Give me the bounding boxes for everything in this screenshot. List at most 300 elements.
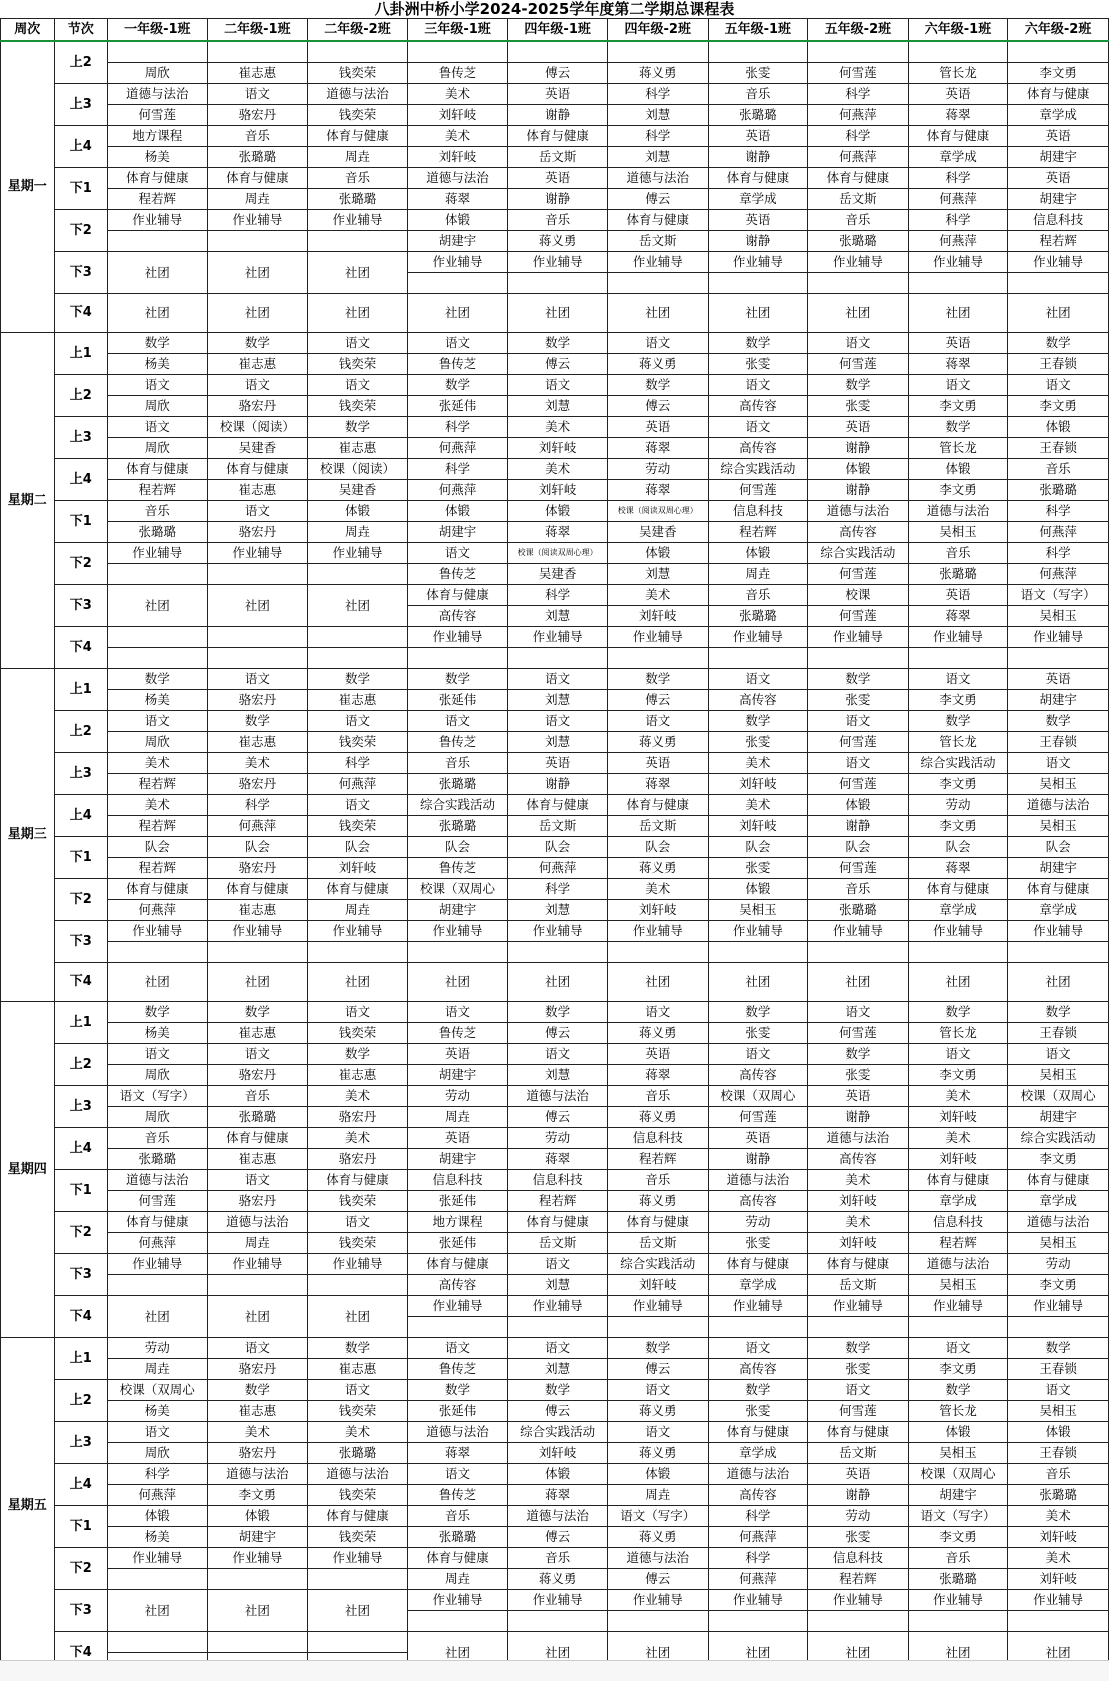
subject-cell[interactable]: 作业辅导: [207, 1254, 308, 1275]
period-label[interactable]: 下4: [54, 294, 108, 333]
teacher-cell[interactable]: 胡建宇: [207, 1527, 308, 1548]
teacher-cell[interactable]: 周欣: [108, 1443, 208, 1464]
subject-cell[interactable]: 语文: [508, 1338, 608, 1359]
teacher-cell[interactable]: 王春锁: [1008, 1023, 1109, 1044]
teacher-cell[interactable]: 吴相玉: [1008, 1065, 1109, 1086]
teacher-cell[interactable]: 管长龙: [908, 732, 1008, 753]
teacher-cell[interactable]: [908, 1611, 1008, 1632]
day-label[interactable]: 星期五: [1, 1338, 55, 1674]
subject-cell[interactable]: 语文: [308, 1212, 408, 1233]
teacher-cell[interactable]: 崔志惠: [308, 690, 408, 711]
subject-cell[interactable]: 体锻: [708, 879, 808, 900]
teacher-cell[interactable]: 钱奕荣: [308, 1527, 408, 1548]
subject-cell[interactable]: 综合实践活动: [708, 459, 808, 480]
teacher-cell[interactable]: 傅云: [607, 1359, 708, 1380]
subject-cell[interactable]: [108, 41, 208, 63]
teacher-cell[interactable]: 李文勇: [908, 690, 1008, 711]
subject-cell[interactable]: 数学: [207, 1002, 308, 1023]
teacher-cell[interactable]: 张雯: [808, 396, 909, 417]
subject-cell[interactable]: 劳动: [407, 1086, 508, 1107]
subject-cell[interactable]: 劳动: [908, 795, 1008, 816]
subject-cell[interactable]: 作业辅导: [1008, 1590, 1109, 1611]
subject-cell[interactable]: 英语: [908, 84, 1008, 105]
teacher-cell[interactable]: 傅云: [607, 396, 708, 417]
subject-cell[interactable]: 科学: [1008, 543, 1109, 564]
teacher-cell[interactable]: 吴相玉: [908, 1275, 1008, 1296]
subject-cell[interactable]: 数学: [508, 1380, 608, 1401]
subject-cell[interactable]: 信息科技: [607, 1128, 708, 1149]
teacher-cell[interactable]: 张璐璐: [108, 522, 208, 543]
header-cell[interactable]: 四年级-1班: [508, 19, 608, 42]
subject-cell[interactable]: 英语: [808, 417, 909, 438]
teacher-cell[interactable]: 鲁传芝: [407, 564, 508, 585]
teacher-cell[interactable]: 张璐璐: [207, 147, 308, 168]
teacher-cell[interactable]: 崔志惠: [207, 1401, 308, 1422]
subject-cell[interactable]: 数学: [1008, 333, 1109, 354]
subject-cell[interactable]: 作业辅导: [108, 921, 208, 942]
teacher-cell[interactable]: 胡建宇: [1008, 858, 1109, 879]
teacher-cell[interactable]: 章学成: [908, 1191, 1008, 1212]
period-label[interactable]: 下4: [54, 627, 108, 669]
subject-cell[interactable]: 作业辅导: [407, 252, 508, 273]
day-label[interactable]: 星期一: [1, 41, 55, 333]
club-cell[interactable]: 社团: [407, 963, 508, 1002]
subject-cell[interactable]: 数学: [607, 375, 708, 396]
teacher-cell[interactable]: 高传容: [808, 1149, 909, 1170]
subject-cell[interactable]: 道德与法治: [708, 1464, 808, 1485]
period-label[interactable]: 下3: [54, 921, 108, 963]
subject-cell[interactable]: 作业辅导: [708, 1590, 808, 1611]
subject-cell[interactable]: 地方课程: [407, 1212, 508, 1233]
club-cell[interactable]: 社团: [207, 252, 308, 294]
subject-cell[interactable]: 语文: [708, 417, 808, 438]
subject-cell[interactable]: 美术: [607, 585, 708, 606]
subject-cell[interactable]: 音乐: [708, 585, 808, 606]
teacher-cell[interactable]: 何燕萍: [1008, 522, 1109, 543]
subject-cell[interactable]: 体育与健康: [207, 1128, 308, 1149]
club-cell[interactable]: 社团: [607, 294, 708, 333]
subject-cell[interactable]: 校课（阅读）: [308, 459, 408, 480]
subject-cell[interactable]: 体锻: [207, 1506, 308, 1527]
teacher-cell[interactable]: 程若辉: [508, 1191, 608, 1212]
subject-cell[interactable]: 劳动: [1008, 1254, 1109, 1275]
teacher-cell[interactable]: 蒋义勇: [508, 1569, 608, 1590]
subject-cell[interactable]: 语文: [207, 84, 308, 105]
subject-cell[interactable]: 作业辅导: [808, 1590, 909, 1611]
teacher-cell[interactable]: 何燕萍: [308, 774, 408, 795]
subject-cell[interactable]: 校课（双周心: [1008, 1086, 1109, 1107]
teacher-cell[interactable]: 高传容: [407, 606, 508, 627]
teacher-cell[interactable]: 刘轩岐: [708, 774, 808, 795]
subject-cell[interactable]: 英语: [1008, 669, 1109, 690]
teacher-cell[interactable]: [308, 564, 408, 585]
subject-cell[interactable]: 音乐: [808, 210, 909, 231]
teacher-cell[interactable]: 何雪莲: [808, 354, 909, 375]
teacher-cell[interactable]: [808, 273, 909, 294]
subject-cell[interactable]: 语文: [508, 375, 608, 396]
subject-cell[interactable]: 作业辅导: [108, 210, 208, 231]
period-label[interactable]: 上1: [54, 1002, 108, 1044]
subject-cell[interactable]: 英语: [508, 168, 608, 189]
club-cell[interactable]: 社团: [207, 585, 308, 627]
teacher-cell[interactable]: 程若辉: [108, 774, 208, 795]
period-label[interactable]: 上2: [54, 711, 108, 753]
teacher-cell[interactable]: 钱奕荣: [308, 1023, 408, 1044]
subject-cell[interactable]: 队会: [607, 837, 708, 858]
subject-cell[interactable]: 作业辅导: [607, 252, 708, 273]
club-cell[interactable]: 社团: [607, 963, 708, 1002]
teacher-cell[interactable]: 吴相玉: [1008, 1233, 1109, 1254]
teacher-cell[interactable]: 蒋义勇: [607, 1443, 708, 1464]
teacher-cell[interactable]: 程若辉: [108, 858, 208, 879]
teacher-cell[interactable]: [508, 1317, 608, 1338]
teacher-cell[interactable]: 胡建宇: [1008, 690, 1109, 711]
teacher-cell[interactable]: [708, 273, 808, 294]
subject-cell[interactable]: 语文: [108, 711, 208, 732]
teacher-cell[interactable]: 岳文斯: [508, 816, 608, 837]
subject-cell[interactable]: 科学: [808, 126, 909, 147]
subject-cell[interactable]: 语文: [207, 375, 308, 396]
subject-cell[interactable]: 英语: [908, 333, 1008, 354]
teacher-cell[interactable]: 何燕萍: [108, 1233, 208, 1254]
teacher-cell[interactable]: 刘慧: [508, 606, 608, 627]
teacher-cell[interactable]: 谢静: [508, 189, 608, 210]
teacher-cell[interactable]: 张雯: [808, 1065, 909, 1086]
teacher-cell[interactable]: 傅云: [508, 1527, 608, 1548]
subject-cell[interactable]: 英语: [508, 84, 608, 105]
teacher-cell[interactable]: [908, 1317, 1008, 1338]
subject-cell[interactable]: 信息科技: [808, 1548, 909, 1569]
header-cell[interactable]: 四年级-2班: [607, 19, 708, 42]
teacher-cell[interactable]: [607, 648, 708, 669]
subject-cell[interactable]: [108, 1632, 208, 1653]
subject-cell[interactable]: 体育与健康: [108, 879, 208, 900]
period-label[interactable]: 下2: [54, 1548, 108, 1590]
teacher-cell[interactable]: 岳文斯: [508, 147, 608, 168]
teacher-cell[interactable]: 吴建香: [508, 564, 608, 585]
teacher-cell[interactable]: 程若辉: [108, 189, 208, 210]
club-cell[interactable]: 社团: [308, 585, 408, 627]
subject-cell[interactable]: 作业辅导: [607, 627, 708, 648]
teacher-cell[interactable]: 李文勇: [908, 774, 1008, 795]
teacher-cell[interactable]: 张雯: [708, 858, 808, 879]
teacher-cell[interactable]: 何燕萍: [108, 900, 208, 921]
subject-cell[interactable]: 作业辅导: [1008, 627, 1109, 648]
teacher-cell[interactable]: 张璐璐: [407, 774, 508, 795]
teacher-cell[interactable]: 何雪莲: [708, 480, 808, 501]
subject-cell[interactable]: 体育与健康: [508, 126, 608, 147]
day-label[interactable]: 星期二: [1, 333, 55, 669]
subject-cell[interactable]: 作业辅导: [908, 252, 1008, 273]
teacher-cell[interactable]: 骆宏丹: [207, 522, 308, 543]
teacher-cell[interactable]: 吴相玉: [1008, 816, 1109, 837]
subject-cell[interactable]: 道德与法治: [508, 1506, 608, 1527]
subject-cell[interactable]: 队会: [207, 837, 308, 858]
subject-cell[interactable]: 数学: [607, 1338, 708, 1359]
subject-cell[interactable]: 数学: [207, 1380, 308, 1401]
subject-cell[interactable]: 音乐: [908, 1548, 1008, 1569]
subject-cell[interactable]: 作业辅导: [207, 921, 308, 942]
subject-cell[interactable]: 作业辅导: [508, 252, 608, 273]
teacher-cell[interactable]: 张延伟: [407, 1233, 508, 1254]
teacher-cell[interactable]: 刘慧: [508, 396, 608, 417]
teacher-cell[interactable]: 刘轩岐: [508, 438, 608, 459]
subject-cell[interactable]: 作业辅导: [308, 1254, 408, 1275]
subject-cell[interactable]: 语文（写字）: [1008, 585, 1109, 606]
teacher-cell[interactable]: 何燕萍: [808, 105, 909, 126]
teacher-cell[interactable]: 崔志惠: [207, 732, 308, 753]
teacher-cell[interactable]: 张璐璐: [207, 1107, 308, 1128]
teacher-cell[interactable]: 崔志惠: [207, 354, 308, 375]
subject-cell[interactable]: 美术: [708, 753, 808, 774]
subject-cell[interactable]: 体育与健康: [108, 459, 208, 480]
teacher-cell[interactable]: 高传容: [808, 522, 909, 543]
subject-cell[interactable]: 道德与法治: [407, 168, 508, 189]
teacher-cell[interactable]: 刘轩岐: [308, 858, 408, 879]
teacher-cell[interactable]: 钱奕荣: [308, 105, 408, 126]
teacher-cell[interactable]: 张延伟: [407, 1191, 508, 1212]
subject-cell[interactable]: 语文: [808, 333, 909, 354]
subject-cell[interactable]: 道德与法治: [308, 84, 408, 105]
teacher-cell[interactable]: 周垚: [607, 1485, 708, 1506]
subject-cell[interactable]: 英语: [607, 753, 708, 774]
teacher-cell[interactable]: 李文勇: [908, 1527, 1008, 1548]
teacher-cell[interactable]: 蒋翠: [607, 438, 708, 459]
subject-cell[interactable]: 体育与健康: [1008, 1170, 1109, 1191]
subject-cell[interactable]: 数学: [908, 1380, 1008, 1401]
teacher-cell[interactable]: [407, 648, 508, 669]
subject-cell[interactable]: 体育与健康: [508, 795, 608, 816]
subject-cell[interactable]: 语文: [908, 1044, 1008, 1065]
subject-cell[interactable]: 数学: [108, 333, 208, 354]
subject-cell[interactable]: 作业辅导: [1008, 252, 1109, 273]
subject-cell[interactable]: 作业辅导: [407, 627, 508, 648]
club-cell[interactable]: 社团: [308, 252, 408, 294]
teacher-cell[interactable]: 鲁传芝: [407, 63, 508, 84]
teacher-cell[interactable]: 刘轩岐: [508, 480, 608, 501]
teacher-cell[interactable]: 高传容: [708, 690, 808, 711]
teacher-cell[interactable]: 张雯: [708, 1023, 808, 1044]
subject-cell[interactable]: [108, 627, 208, 648]
subject-cell[interactable]: 数学: [808, 1044, 909, 1065]
club-cell[interactable]: 社团: [908, 1632, 1008, 1674]
subject-cell[interactable]: 科学: [407, 459, 508, 480]
subject-cell[interactable]: 体育与健康: [207, 168, 308, 189]
teacher-cell[interactable]: 周垚: [207, 1233, 308, 1254]
teacher-cell[interactable]: 蒋义勇: [607, 354, 708, 375]
teacher-cell[interactable]: 鲁传芝: [407, 1485, 508, 1506]
teacher-cell[interactable]: 周欣: [108, 1107, 208, 1128]
teacher-cell[interactable]: 杨美: [108, 1023, 208, 1044]
subject-cell[interactable]: 语文: [407, 333, 508, 354]
teacher-cell[interactable]: 刘慧: [508, 732, 608, 753]
teacher-cell[interactable]: 张雯: [708, 1401, 808, 1422]
teacher-cell[interactable]: 李文勇: [908, 396, 1008, 417]
teacher-cell[interactable]: 钱奕荣: [308, 732, 408, 753]
teacher-cell[interactable]: 张璐璐: [1008, 1485, 1109, 1506]
subject-cell[interactable]: 美术: [508, 459, 608, 480]
subject-cell[interactable]: 道德与法治: [808, 501, 909, 522]
subject-cell[interactable]: 语文（写字）: [108, 1086, 208, 1107]
period-label[interactable]: 下1: [54, 501, 108, 543]
teacher-cell[interactable]: 鲁传芝: [407, 732, 508, 753]
subject-cell[interactable]: 体育与健康: [207, 879, 308, 900]
subject-cell[interactable]: [407, 41, 508, 63]
subject-cell[interactable]: 语文: [508, 1044, 608, 1065]
teacher-cell[interactable]: 蒋义勇: [607, 1191, 708, 1212]
teacher-cell[interactable]: [808, 648, 909, 669]
teacher-cell[interactable]: 吴相玉: [908, 1443, 1008, 1464]
subject-cell[interactable]: [508, 41, 608, 63]
subject-cell[interactable]: 综合实践活动: [908, 753, 1008, 774]
subject-cell[interactable]: 道德与法治: [1008, 1212, 1109, 1233]
teacher-cell[interactable]: [308, 1569, 408, 1590]
teacher-cell[interactable]: 高传容: [708, 1191, 808, 1212]
teacher-cell[interactable]: 张璐璐: [407, 1527, 508, 1548]
teacher-cell[interactable]: 何雪莲: [108, 1191, 208, 1212]
club-cell[interactable]: 社团: [607, 1632, 708, 1674]
teacher-cell[interactable]: 何燕萍: [407, 480, 508, 501]
subject-cell[interactable]: 综合实践活动: [1008, 1128, 1109, 1149]
subject-cell[interactable]: 数学: [508, 1002, 608, 1023]
teacher-cell[interactable]: 管长龙: [908, 1401, 1008, 1422]
header-cell[interactable]: 二年级-1班: [207, 19, 308, 42]
subject-cell[interactable]: 体育与健康: [908, 126, 1008, 147]
subject-cell[interactable]: 数学: [308, 1338, 408, 1359]
subject-cell[interactable]: 语文: [508, 669, 608, 690]
teacher-cell[interactable]: 胡建宇: [407, 1149, 508, 1170]
teacher-cell[interactable]: 张雯: [708, 63, 808, 84]
subject-cell[interactable]: 校课（双周心: [407, 879, 508, 900]
subject-cell[interactable]: 作业辅导: [607, 1296, 708, 1317]
teacher-cell[interactable]: 刘慧: [607, 147, 708, 168]
subject-cell[interactable]: 信息科技: [1008, 210, 1109, 231]
teacher-cell[interactable]: 崔志惠: [207, 480, 308, 501]
period-label[interactable]: 上2: [54, 1380, 108, 1422]
teacher-cell[interactable]: 岳文斯: [607, 231, 708, 252]
teacher-cell[interactable]: 谢静: [508, 105, 608, 126]
teacher-cell[interactable]: 刘轩岐: [607, 606, 708, 627]
subject-cell[interactable]: 英语: [708, 126, 808, 147]
subject-cell[interactable]: 语文: [808, 711, 909, 732]
teacher-cell[interactable]: 王春锁: [1008, 1443, 1109, 1464]
teacher-cell[interactable]: 何燕萍: [708, 1527, 808, 1548]
subject-cell[interactable]: 体锻: [908, 1422, 1008, 1443]
subject-cell[interactable]: 体育与健康: [308, 126, 408, 147]
subject-cell[interactable]: 综合实践活动: [607, 1254, 708, 1275]
club-cell[interactable]: 社团: [308, 1296, 408, 1338]
subject-cell[interactable]: 科学: [1008, 501, 1109, 522]
teacher-cell[interactable]: 周欣: [108, 438, 208, 459]
subject-cell[interactable]: 体育与健康: [308, 879, 408, 900]
teacher-cell[interactable]: 胡建宇: [407, 1065, 508, 1086]
teacher-cell[interactable]: 章学成: [908, 147, 1008, 168]
teacher-cell[interactable]: 鲁传芝: [407, 1359, 508, 1380]
subject-cell[interactable]: 语文: [607, 1422, 708, 1443]
subject-cell[interactable]: 美术: [108, 753, 208, 774]
subject-cell[interactable]: 作业辅导: [407, 921, 508, 942]
subject-cell[interactable]: 音乐: [607, 1086, 708, 1107]
subject-cell[interactable]: 科学: [708, 1548, 808, 1569]
teacher-cell[interactable]: 傅云: [508, 354, 608, 375]
teacher-cell[interactable]: 李文勇: [1008, 63, 1109, 84]
teacher-cell[interactable]: 刘轩岐: [407, 105, 508, 126]
teacher-cell[interactable]: 何雪莲: [708, 1107, 808, 1128]
period-label[interactable]: 上2: [54, 1044, 108, 1086]
teacher-cell[interactable]: [607, 1611, 708, 1632]
teacher-cell[interactable]: 鲁传芝: [407, 858, 508, 879]
subject-cell[interactable]: 音乐: [108, 501, 208, 522]
subject-cell[interactable]: 作业辅导: [207, 543, 308, 564]
teacher-cell[interactable]: [808, 1611, 909, 1632]
teacher-cell[interactable]: 周垚: [207, 189, 308, 210]
subject-cell[interactable]: 作业辅导: [108, 543, 208, 564]
teacher-cell[interactable]: 高传容: [708, 438, 808, 459]
subject-cell[interactable]: 作业辅导: [708, 627, 808, 648]
period-label[interactable]: 下2: [54, 1212, 108, 1254]
subject-cell[interactable]: 科学: [308, 753, 408, 774]
period-label[interactable]: 下2: [54, 879, 108, 921]
subject-cell[interactable]: 语文: [207, 669, 308, 690]
subject-cell[interactable]: 语文: [308, 1380, 408, 1401]
subject-cell[interactable]: [607, 41, 708, 63]
teacher-cell[interactable]: 岳文斯: [808, 1275, 909, 1296]
teacher-cell[interactable]: 刘轩岐: [1008, 1569, 1109, 1590]
period-label[interactable]: 下1: [54, 1170, 108, 1212]
teacher-cell[interactable]: [207, 1569, 308, 1590]
teacher-cell[interactable]: 蒋翠: [407, 189, 508, 210]
subject-cell[interactable]: 语文: [908, 375, 1008, 396]
teacher-cell[interactable]: 何雪莲: [808, 63, 909, 84]
teacher-cell[interactable]: 王春锁: [1008, 1359, 1109, 1380]
subject-cell[interactable]: 作业辅导: [108, 1254, 208, 1275]
teacher-cell[interactable]: 高传容: [708, 1065, 808, 1086]
teacher-cell[interactable]: 管长龙: [908, 63, 1008, 84]
club-cell[interactable]: 社团: [708, 294, 808, 333]
teacher-cell[interactable]: 张璐璐: [808, 231, 909, 252]
period-label[interactable]: 上4: [54, 459, 108, 501]
header-cell[interactable]: 三年级-1班: [407, 19, 508, 42]
day-label[interactable]: 星期三: [1, 669, 55, 1002]
subject-cell[interactable]: 体育与健康: [708, 1254, 808, 1275]
teacher-cell[interactable]: 程若辉: [108, 816, 208, 837]
subject-cell[interactable]: 作业辅导: [308, 210, 408, 231]
subject-cell[interactable]: 语文: [607, 1380, 708, 1401]
subject-cell[interactable]: 体育与健康: [1008, 84, 1109, 105]
subject-cell[interactable]: 音乐: [1008, 459, 1109, 480]
subject-cell[interactable]: 体锻: [108, 1506, 208, 1527]
teacher-cell[interactable]: 刘轩岐: [407, 147, 508, 168]
teacher-cell[interactable]: [708, 1317, 808, 1338]
subject-cell[interactable]: 音乐: [1008, 1464, 1109, 1485]
club-cell[interactable]: 社团: [207, 1296, 308, 1338]
teacher-cell[interactable]: 钱奕荣: [308, 63, 408, 84]
teacher-cell[interactable]: 崔志惠: [308, 438, 408, 459]
teacher-cell[interactable]: [308, 942, 408, 963]
subject-cell[interactable]: 作业辅导: [908, 1296, 1008, 1317]
teacher-cell[interactable]: 谢静: [708, 1149, 808, 1170]
subject-cell[interactable]: 体锻: [508, 1464, 608, 1485]
teacher-cell[interactable]: 蒋翠: [908, 354, 1008, 375]
teacher-cell[interactable]: 刘慧: [508, 1065, 608, 1086]
subject-cell[interactable]: 作业辅导: [908, 627, 1008, 648]
teacher-cell[interactable]: 蒋义勇: [607, 63, 708, 84]
subject-cell[interactable]: 语文: [607, 1002, 708, 1023]
teacher-cell[interactable]: [207, 648, 308, 669]
subject-cell[interactable]: 作业辅导: [808, 921, 909, 942]
teacher-cell[interactable]: 何燕萍: [407, 438, 508, 459]
teacher-cell[interactable]: 杨美: [108, 147, 208, 168]
